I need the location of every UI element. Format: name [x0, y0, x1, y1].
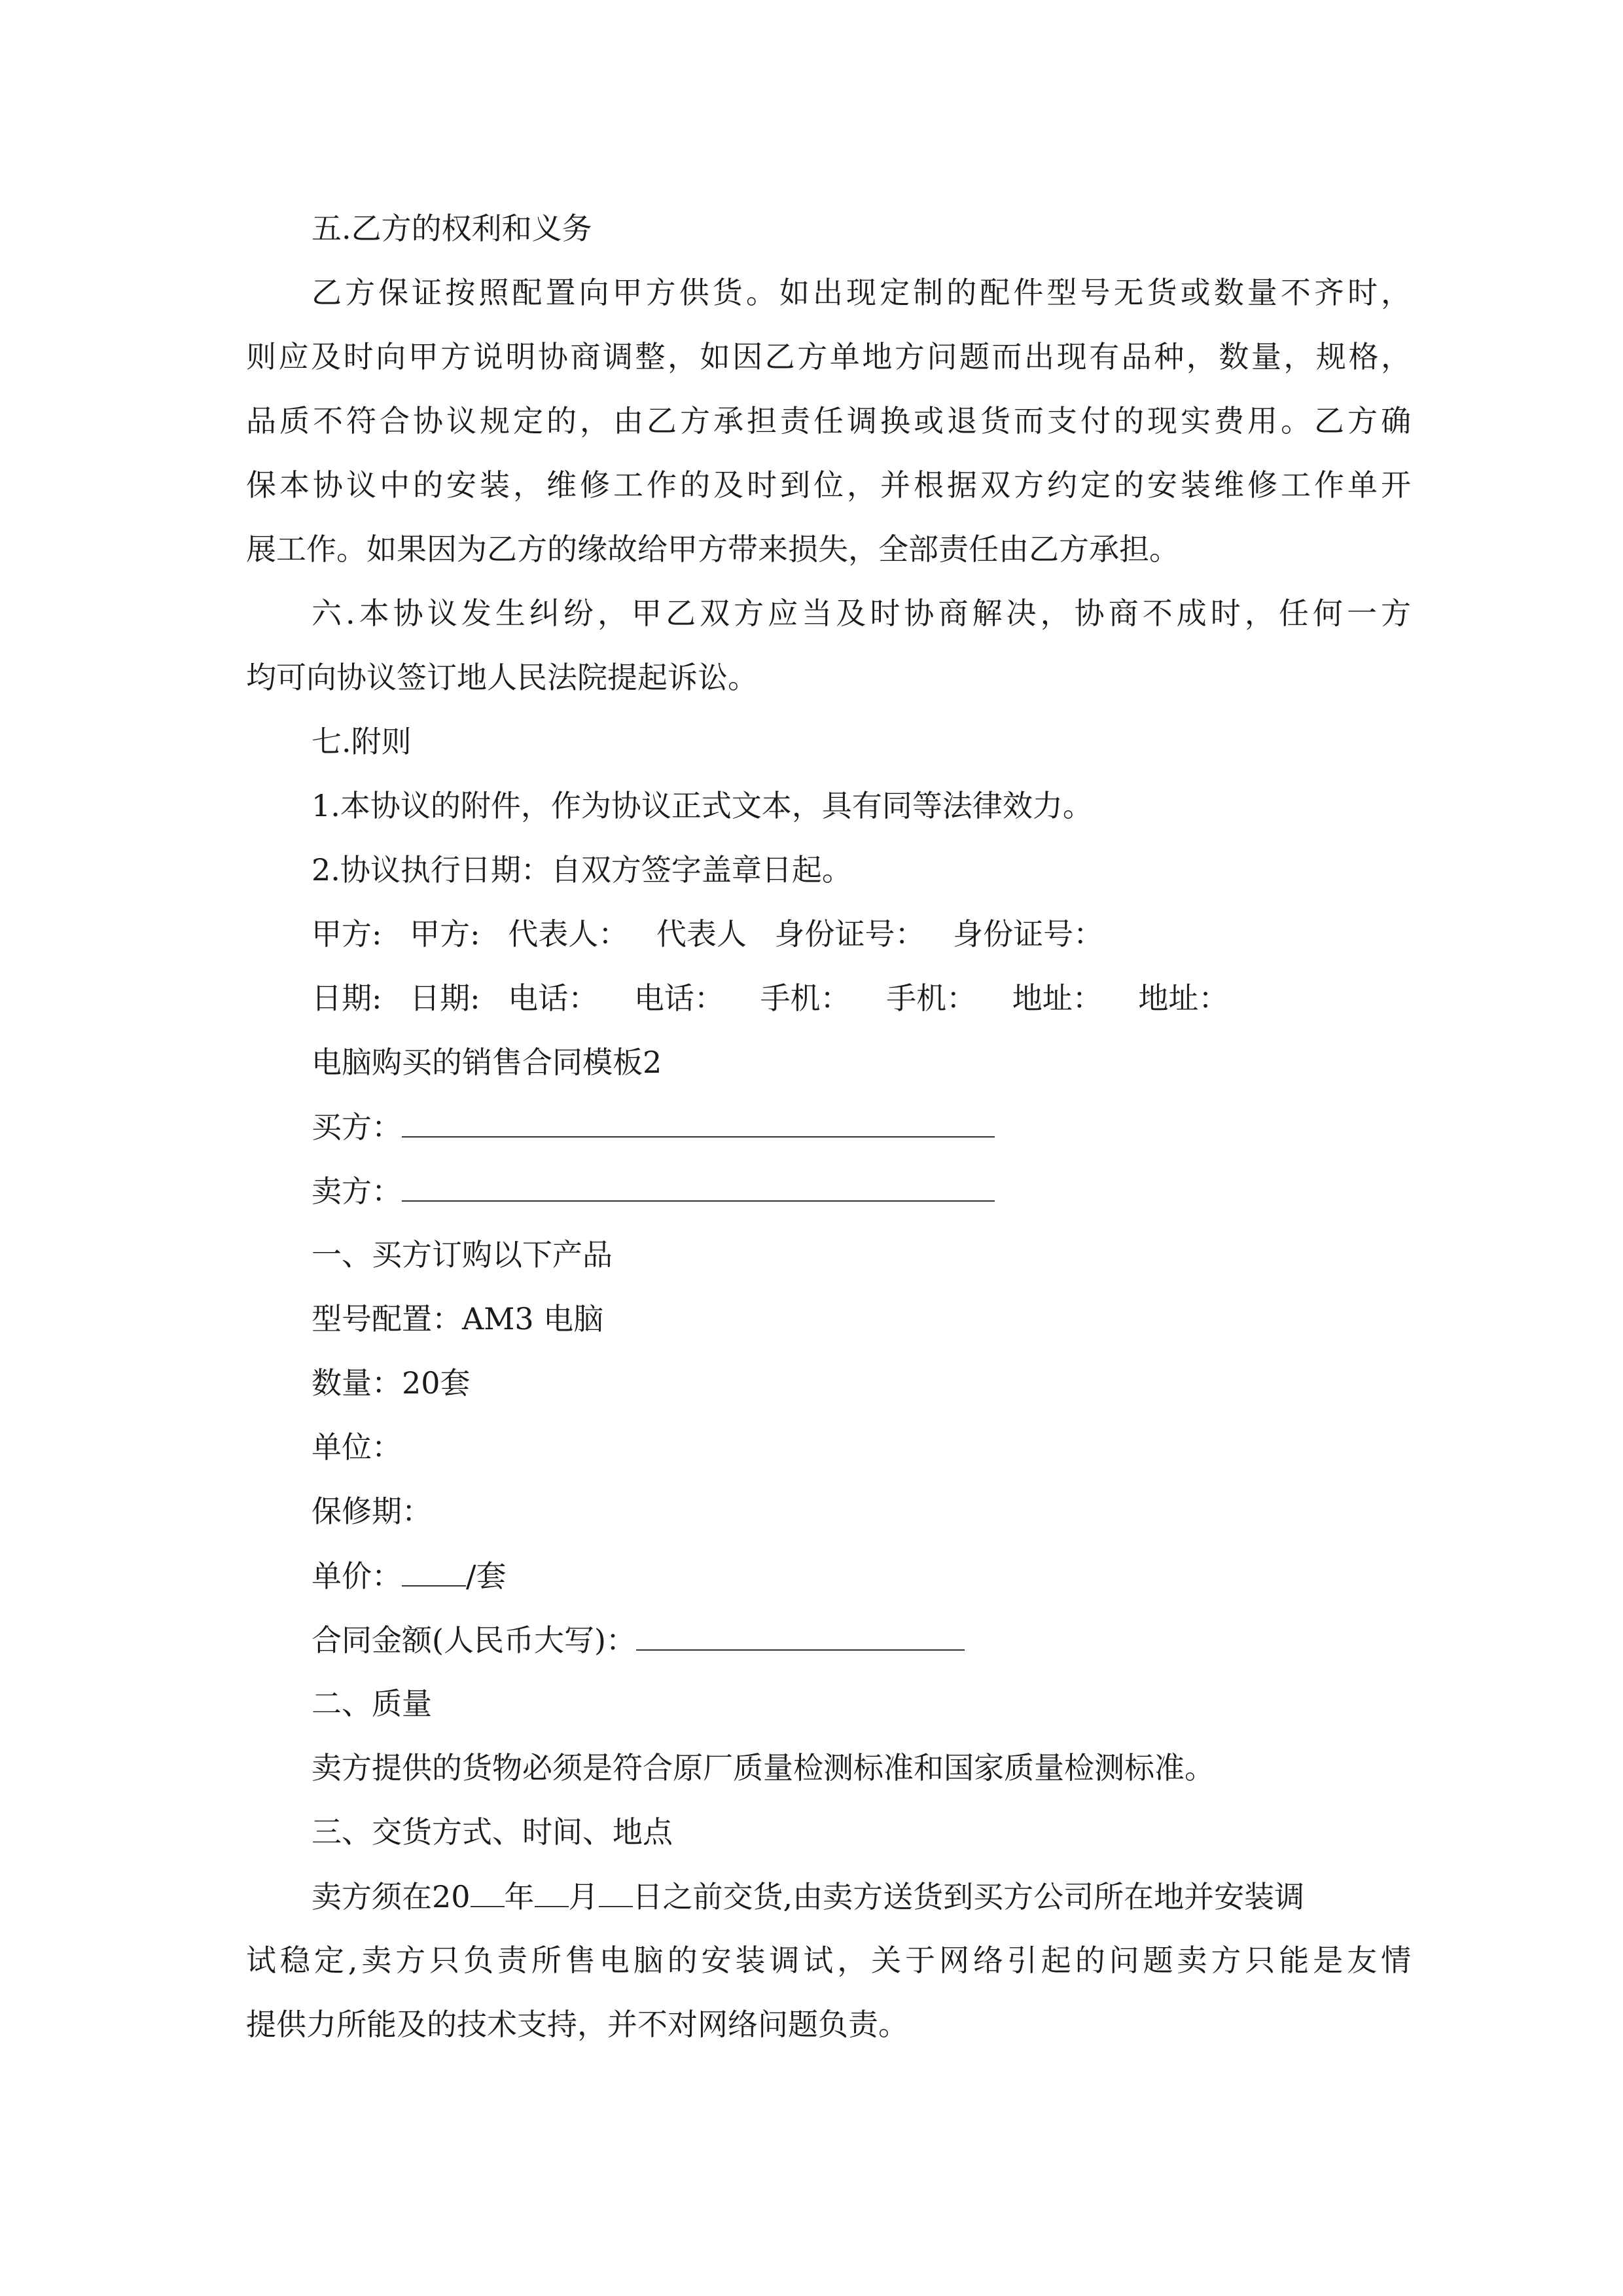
- mobile-label: 手机：: [760, 980, 851, 1016]
- buyer-row: [246, 1094, 1411, 1158]
- section5-line-4: 保本协议中的安装，维修工作的及时到位，并根据双方约定的安装维修工作单开: [246, 467, 1411, 503]
- id-number-label: 身份证号：: [774, 916, 925, 952]
- t2-section3-line-3: 提供力所能及的技术支持，并不对网络问题负责。: [246, 2007, 908, 2042]
- month-blank: [535, 1864, 569, 1907]
- year-blank: [471, 1864, 505, 1907]
- party-a-label: 甲方:: [312, 916, 382, 952]
- t2-section3-line-1: [246, 1864, 1411, 1928]
- section5-line-3: 品质不符合协议规定的，由乙方承担责任调换或退货而支付的现实费用。乙方确: [246, 403, 1411, 439]
- template2-title: 电脑购买的销售合同模板2: [312, 1045, 662, 1080]
- section5-heading: 五.乙方的权利和义务: [312, 211, 592, 246]
- address-label-2: 地址：: [1138, 980, 1229, 1016]
- seller-row: [246, 1158, 1411, 1223]
- date-label-2: 日期:: [410, 980, 480, 1016]
- address-label: 地址：: [1012, 980, 1103, 1016]
- phone-label-2: 电话：: [633, 980, 724, 1016]
- section5-line-2: 则应及时向甲方说明协商调整，如因乙方单地方问题而出现有品种，数量，规格，: [246, 339, 1411, 374]
- warranty-label: 保修期：: [312, 1494, 432, 1529]
- unit-price-row: [246, 1543, 1411, 1607]
- signature-row-2: [246, 966, 1411, 1030]
- section6-line-2: 均可向协议签订地人民法院提起诉讼。: [246, 660, 758, 695]
- t2-section3-line-2: 试稳定,卖方只负责所售电脑的安装调试，关于网络引起的问题卖方只能是友情: [246, 1943, 1411, 1978]
- buyer-blank: [402, 1094, 995, 1138]
- t2-section2-heading: 二、质量: [312, 1686, 432, 1721]
- day-blank: [599, 1864, 633, 1907]
- contract-amount-row: [246, 1607, 1411, 1672]
- unit-price-suffix: /套: [466, 1558, 507, 1594]
- representative-label-2: 代表人: [656, 916, 747, 952]
- date-label: 日期:: [312, 980, 382, 1016]
- party-a-label-2: 甲方:: [410, 916, 480, 952]
- unit-label: 单位：: [312, 1429, 402, 1465]
- t2-section2-text: 卖方提供的货物必须是符合原厂质量检测标准和国家质量检测标准。: [312, 1750, 1215, 1785]
- mobile-label-2: 手机：: [886, 980, 977, 1016]
- section5-line-5: 展工作。如果因为乙方的缘故给甲方带来损失，全部责任由乙方承担。: [246, 531, 1179, 567]
- signature-row-1: [246, 902, 1411, 966]
- contract-amount-blank: [636, 1607, 965, 1651]
- id-number-label-2: 身份证号：: [953, 916, 1104, 952]
- section6-line-1: 六.本协议发生纠纷，甲乙双方应当及时协商解决，协商不成时，任何一方: [312, 596, 1411, 631]
- section7-item-1: 1.本协议的附件，作为协议正式文本，具有同等法律效力。: [312, 788, 1093, 823]
- delivery-text-d: 日之前交货,由卖方送货到买方公司所在地并安装调: [632, 1879, 1305, 1914]
- model-config: 型号配置：AM3 电脑: [312, 1301, 604, 1336]
- section5-line-1: 乙方保证按照配置向甲方供货。如出现定制的配件型号无货或数量不齐时，: [312, 275, 1411, 310]
- delivery-text-c: 月: [568, 1879, 599, 1914]
- unit-price-blank: [402, 1543, 466, 1587]
- unit-price-label: 单价：: [312, 1558, 402, 1594]
- quantity: 数量：20套: [312, 1365, 471, 1401]
- t2-section1-heading: 一、买方订购以下产品: [312, 1237, 613, 1272]
- delivery-text-a: 卖方须在20: [312, 1879, 471, 1914]
- section7-heading: 七.附则: [312, 724, 412, 759]
- section7-item-2: 2.协议执行日期：自双方签字盖章日起。: [312, 852, 852, 888]
- t2-section3-heading: 三、交货方式、时间、地点: [312, 1814, 673, 1850]
- buyer-label: 买方：: [312, 1109, 402, 1145]
- phone-label: 电话：: [508, 980, 599, 1016]
- seller-label: 卖方：: [312, 1174, 402, 1209]
- document-body: [246, 196, 1411, 2056]
- contract-amount-label: 合同金额(人民币大写)：: [312, 1623, 636, 1658]
- seller-blank: [402, 1158, 995, 1202]
- representative-label: 代表人：: [508, 916, 629, 952]
- delivery-text-b: 年: [504, 1879, 535, 1914]
